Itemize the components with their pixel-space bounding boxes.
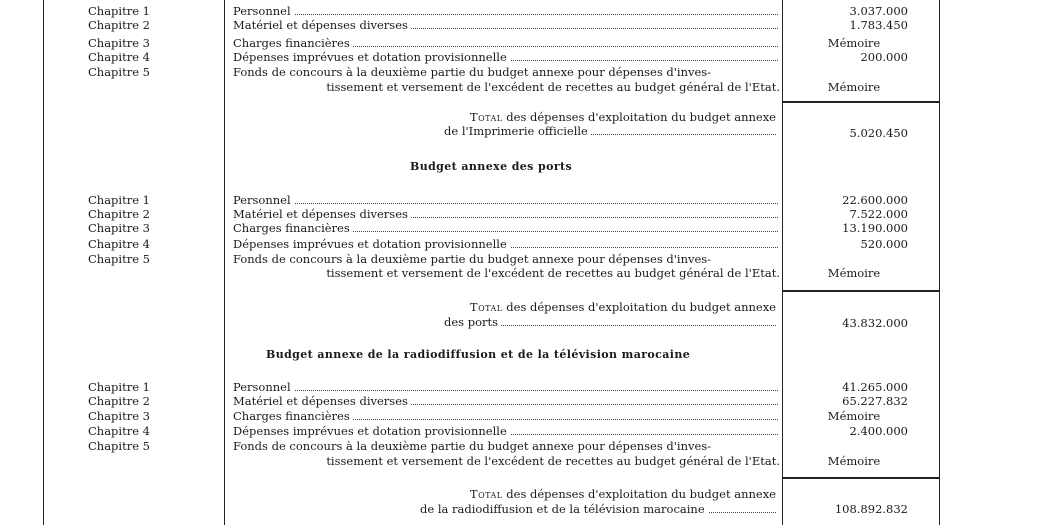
subtotal-rule-3	[782, 477, 940, 479]
line-label-continuation: tissement et versement de l'excédent de recettes au budget général de l'Etat.	[326, 80, 780, 94]
section-total-amount: 108.892.832	[834, 502, 908, 516]
line-label: Fonds de concours à la deuxième partie du budget annexe pour dépenses d'inves-	[233, 65, 712, 79]
chapter-label: Chapitre 1	[88, 4, 150, 18]
section-total-label: Total des dépenses d'exploitation du budget annexe	[469, 110, 776, 124]
chapter-label: Chapitre 4	[88, 237, 150, 251]
table-row	[0, 207, 1050, 221]
chapter-label: Chapitre 3	[88, 36, 150, 50]
line-amount: 3.037.000	[849, 4, 908, 18]
line-amount: Mémoire	[827, 80, 881, 94]
chapter-label: Chapitre 2	[88, 394, 150, 408]
line-label: Personnel	[233, 380, 294, 394]
chapter-label: Chapitre 2	[88, 207, 150, 221]
chapter-label: Chapitre 1	[88, 380, 150, 394]
table-row	[0, 221, 1050, 235]
table-row-continuation	[0, 454, 1050, 468]
table-row	[0, 4, 1050, 18]
line-label: Matériel et dépenses diverses	[233, 18, 411, 32]
line-amount: 2.400.000	[849, 424, 908, 438]
line-label: Personnel	[233, 193, 294, 207]
chapter-label: Chapitre 2	[88, 18, 150, 32]
line-label: Dépenses imprévues et dotation provisionnelle	[233, 50, 510, 64]
chapter-label: Chapitre 4	[88, 424, 150, 438]
line-label: Charges financières	[233, 409, 353, 423]
section-total-label: Total des dépenses d'exploitation du budget annexe	[469, 487, 776, 501]
table-row	[0, 380, 1050, 394]
line-label: Charges financières	[233, 221, 353, 235]
line-amount: Mémoire	[827, 36, 881, 50]
line-label-continuation: tissement et versement de l'excédent de recettes au budget général de l'Etat.	[326, 454, 780, 468]
subtotal-rule-1	[782, 101, 940, 103]
section-total-label: Total des dépenses d'exploitation du budget annexe	[469, 300, 776, 314]
line-amount: Mémoire	[827, 266, 881, 280]
table-row	[0, 424, 1050, 438]
section-total-amount: 43.832.000	[842, 316, 908, 330]
line-label-continuation: tissement et versement de l'excédent de recettes au budget général de l'Etat.	[326, 266, 780, 280]
budget-page: Chapitre 1 Personnel 3.037.000 Chapitre 2 Matériel et dépenses diverses 1.783.450 Chapitre 3 Charges financières Mémoire Chapitre 4 Dépenses imprévues et dotation provisionnelle 200.000 Chapitre 5 Fonds de concours à la deuxième partie du budget annexe pour dépenses d'inves- tissement et versement de l'excédent de recettes au budget général de l'Etat. Mémoire Total des dépenses d'exploitation du budget annexe de l'Imprimerie officielle 5.020.450 Budget annexe des ports Chapitre 1 Personnel 22.600.000 Chapitre 2 Matériel et dépenses diverses 7.522.000 Chapitre 3 Charges financières 13.190.000 Chapitre 4 Dépenses imprévues et dotation provisionnelle 520.000 Chapitre 5 Fonds de concours à la deuxième partie du budget annexe pour dépenses d'inves- tissement et versement de l'excédent de recettes au budget général de l'Etat. Mémoire Total des dépenses d'exploitation du budget annexe des ports 43.832.000 Budget annexe de la radiodiffusion et de la télévision marocaine Chapitre 1 Personnel 41.265.000 Chapitre 2 Matériel et dépenses diverses 65.227.832 Chapitre 3 Charges financières Mémoire Chapitre 4 Dépenses imprévues et dotation provisionnelle 2.400.000 Chapitre 5 Fonds de concours à la deuxième partie du budget annexe pour dépenses d'inves- tissement et versement de l'excédent de recettes au budget général de l'Etat. Mémoire Total des dépenses d'exploitation du budget annexe de la radiodiffusion et de la télévision marocaine 108.892.832	[0, 0, 1050, 525]
chapter-label: Chapitre 4	[88, 50, 150, 64]
line-amount: 13.190.000	[842, 221, 908, 235]
section-total-amount: 5.020.450	[849, 126, 908, 140]
table-row	[0, 36, 1050, 50]
section-title: Budget annexe de la radiodiffusion et de la télévision marocaine	[266, 348, 691, 361]
line-amount: 41.265.000	[842, 380, 908, 394]
section-title: Budget annexe des ports	[410, 160, 573, 173]
line-label: Matériel et dépenses diverses	[233, 207, 411, 221]
table-row	[0, 65, 1050, 79]
line-amount: Mémoire	[827, 409, 881, 423]
table-row	[0, 193, 1050, 207]
chapter-label: Chapitre 5	[88, 439, 150, 453]
table-row-continuation	[0, 80, 1050, 94]
chapter-label: Chapitre 5	[88, 65, 150, 79]
line-label: Fonds de concours à la deuxième partie du budget annexe pour dépenses d'inves-	[233, 439, 712, 453]
chapter-label: Chapitre 1	[88, 193, 150, 207]
line-label: Charges financières	[233, 36, 353, 50]
line-label: Fonds de concours à la deuxième partie du budget annexe pour dépenses d'inves-	[233, 252, 712, 266]
table-row-continuation	[0, 266, 1050, 280]
line-amount: 1.783.450	[849, 18, 908, 32]
line-label: Dépenses imprévues et dotation provisionnelle	[233, 237, 510, 251]
table-row	[0, 394, 1050, 408]
table-row	[0, 252, 1050, 266]
chapter-label: Chapitre 3	[88, 221, 150, 235]
line-amount: 7.522.000	[849, 207, 908, 221]
chapter-label: Chapitre 5	[88, 252, 150, 266]
table-row	[0, 439, 1050, 453]
line-label: Dépenses imprévues et dotation provisionnelle	[233, 424, 510, 438]
line-amount: 520.000	[860, 237, 908, 251]
line-amount: 200.000	[860, 50, 908, 64]
table-row	[0, 409, 1050, 423]
chapter-label: Chapitre 3	[88, 409, 150, 423]
line-label: Personnel	[233, 4, 294, 18]
line-amount: Mémoire	[827, 454, 881, 468]
line-amount: 22.600.000	[842, 193, 908, 207]
table-row	[0, 18, 1050, 32]
line-amount: 65.227.832	[842, 394, 908, 408]
subtotal-rule-2	[782, 290, 940, 292]
line-label: Matériel et dépenses diverses	[233, 394, 411, 408]
table-row	[0, 237, 1050, 251]
table-row	[0, 50, 1050, 64]
